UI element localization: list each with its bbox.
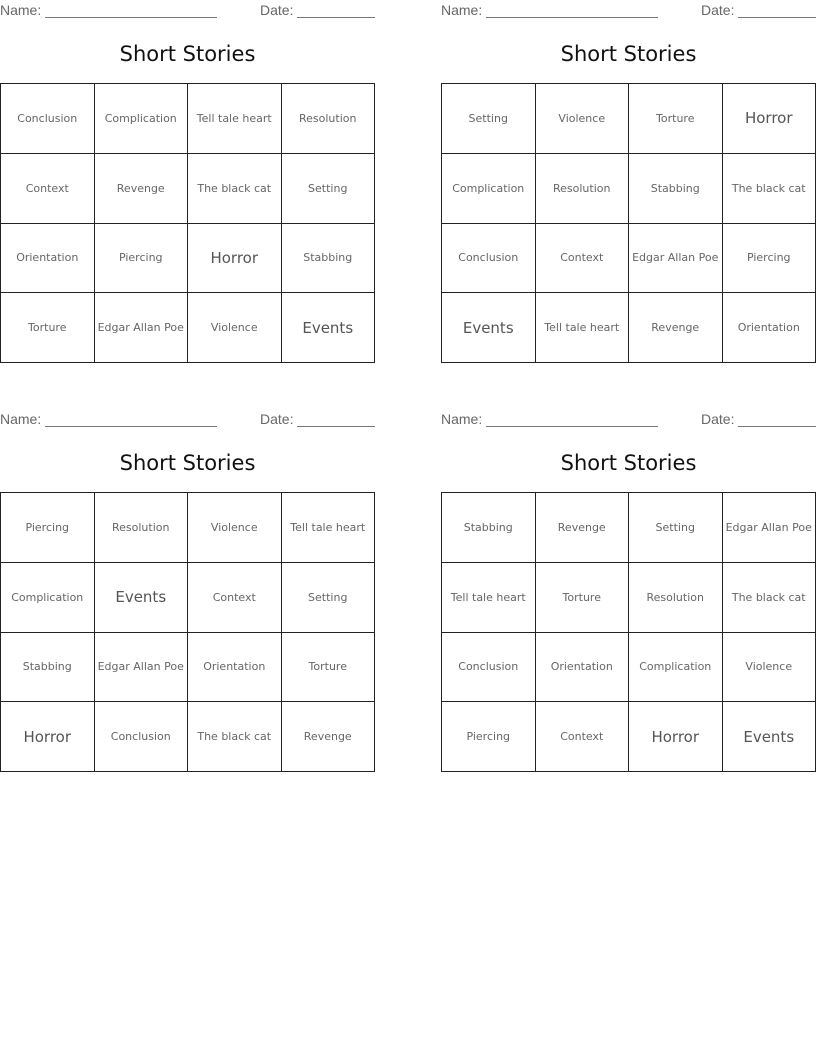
bingo-cell: Revenge (629, 293, 723, 363)
bingo-cell: Violence (536, 84, 630, 154)
name-label: Name: (0, 2, 42, 18)
bingo-cell: Orientation (723, 293, 816, 363)
date-line (297, 411, 375, 427)
name-line (45, 2, 217, 18)
bingo-cell: Events (723, 702, 816, 772)
bingo-cell: Setting (282, 563, 376, 633)
date-label: Date: (701, 2, 735, 18)
bingo-cell: Context (536, 224, 630, 294)
bingo-cell: Orientation (188, 633, 282, 703)
bingo-cell: Edgar Allan Poe (95, 293, 189, 363)
card-header (0, 411, 375, 429)
bingo-cell: Events (95, 563, 189, 633)
bingo-cell: Complication (442, 154, 536, 224)
card-header (0, 2, 375, 20)
bingo-cell: Complication (1, 563, 95, 633)
bingo-card-2 (441, 0, 816, 365)
bingo-cell: Piercing (1, 493, 95, 563)
bingo-cell: Resolution (536, 154, 630, 224)
bingo-cell: The black cat (723, 154, 816, 224)
bingo-cell: The black cat (188, 154, 282, 224)
bingo-cell: Edgar Allan Poe (629, 224, 723, 294)
bingo-cell: Horror (1, 702, 95, 772)
bingo-cell: The black cat (723, 563, 816, 633)
bingo-cell: Events (442, 293, 536, 363)
bingo-cell: Resolution (282, 84, 376, 154)
bingo-cell: Context (536, 702, 630, 772)
bingo-cell: Complication (95, 84, 189, 154)
bingo-grid (0, 492, 375, 772)
bingo-cell: Revenge (95, 154, 189, 224)
card-header (441, 411, 816, 429)
card-title: Short Stories (119, 451, 256, 475)
date-line (738, 2, 816, 18)
date-label: Date: (260, 2, 294, 18)
bingo-cell: Conclusion (442, 224, 536, 294)
date-line (738, 411, 816, 427)
bingo-cell: Conclusion (95, 702, 189, 772)
bingo-cell: Conclusion (442, 633, 536, 703)
bingo-cell: Horror (723, 84, 816, 154)
bingo-cell: Context (1, 154, 95, 224)
bingo-cell: Torture (282, 633, 376, 703)
bingo-cell: Piercing (442, 702, 536, 772)
name-label: Name: (441, 411, 483, 427)
bingo-card-4 (441, 409, 816, 774)
name-line (45, 411, 217, 427)
bingo-cell: Edgar Allan Poe (95, 633, 189, 703)
card-header (441, 2, 816, 20)
bingo-card-1 (0, 0, 375, 365)
bingo-cell: Setting (442, 84, 536, 154)
bingo-cell: Events (282, 293, 376, 363)
bingo-cell: Revenge (536, 493, 630, 563)
bingo-cell: Context (188, 563, 282, 633)
name-label: Name: (441, 2, 483, 18)
bingo-cell: Violence (723, 633, 816, 703)
bingo-grid (441, 83, 816, 363)
bingo-card-3 (0, 409, 375, 774)
bingo-cell: Resolution (95, 493, 189, 563)
bingo-cell: Violence (188, 293, 282, 363)
card-title: Short Stories (560, 451, 697, 475)
bingo-cell: Tell tale heart (442, 563, 536, 633)
bingo-cell: Torture (1, 293, 95, 363)
bingo-cell: Stabbing (282, 224, 376, 294)
bingo-cell: Setting (629, 493, 723, 563)
bingo-cell: Edgar Allan Poe (723, 493, 816, 563)
card-title: Short Stories (560, 42, 697, 66)
bingo-cell: Violence (188, 493, 282, 563)
date-line (297, 2, 375, 18)
bingo-cell: Piercing (95, 224, 189, 294)
bingo-cell: Orientation (1, 224, 95, 294)
bingo-cell: Conclusion (1, 84, 95, 154)
bingo-cell: Piercing (723, 224, 816, 294)
bingo-cell: The black cat (188, 702, 282, 772)
bingo-cell: Tell tale heart (188, 84, 282, 154)
bingo-grid (441, 492, 816, 772)
bingo-cell: Tell tale heart (536, 293, 630, 363)
card-title: Short Stories (119, 42, 256, 66)
bingo-cell: Horror (188, 224, 282, 294)
bingo-cell: Complication (629, 633, 723, 703)
bingo-cell: Orientation (536, 633, 630, 703)
bingo-cell: Torture (536, 563, 630, 633)
name-line (486, 411, 658, 427)
bingo-cell: Torture (629, 84, 723, 154)
name-line (486, 2, 658, 18)
bingo-cell: Stabbing (629, 154, 723, 224)
bingo-cell: Setting (282, 154, 376, 224)
bingo-grid (0, 83, 375, 363)
bingo-cell: Stabbing (1, 633, 95, 703)
date-label: Date: (260, 411, 294, 427)
bingo-cell: Tell tale heart (282, 493, 376, 563)
bingo-cell: Revenge (282, 702, 376, 772)
date-label: Date: (701, 411, 735, 427)
bingo-cell: Stabbing (442, 493, 536, 563)
bingo-cell: Resolution (629, 563, 723, 633)
name-label: Name: (0, 411, 42, 427)
bingo-cell: Horror (629, 702, 723, 772)
